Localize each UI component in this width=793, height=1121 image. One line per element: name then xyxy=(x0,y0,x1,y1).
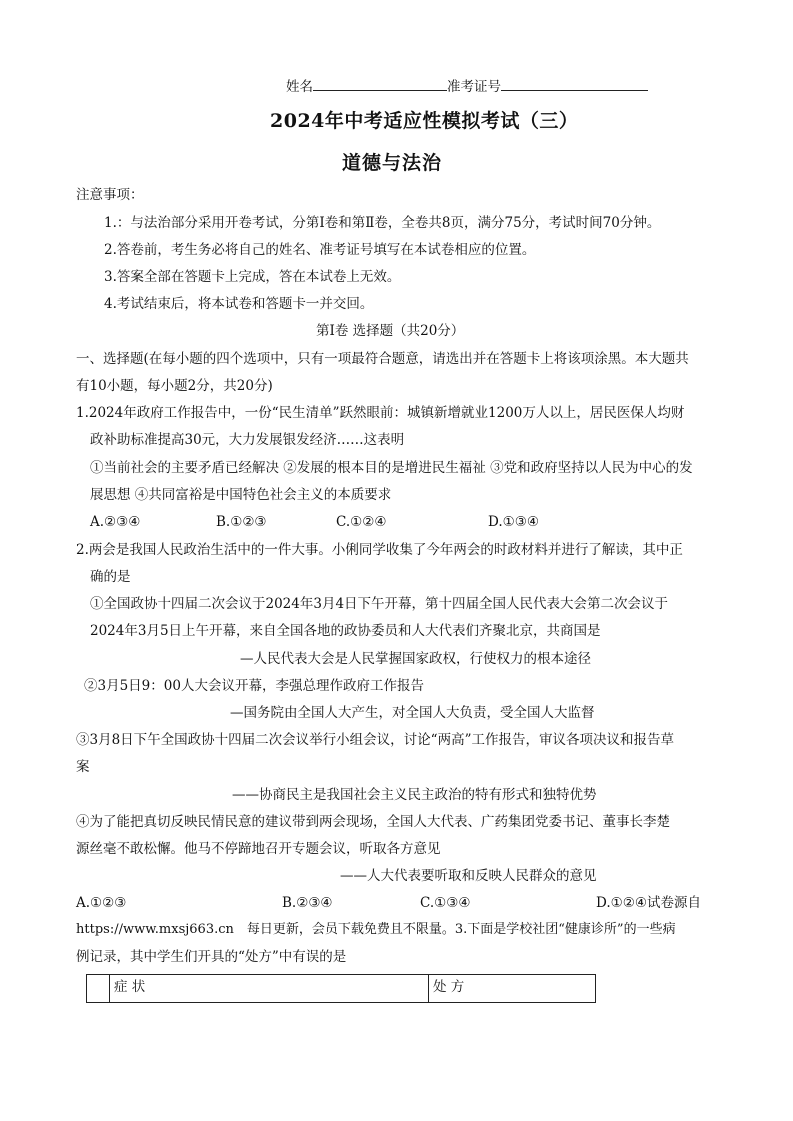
note-item: 4.考试结束后，将本试卷和答题卡一并交回。 xyxy=(104,296,374,312)
q2-material-2: ②3月5日9：00人大会议开幕，李强总理作政府工作报告 xyxy=(84,678,424,694)
prescription-header: 处 方 xyxy=(429,975,596,1003)
id-label: 准考证号 xyxy=(447,79,501,95)
q2-note-3: ——协商民主是我国社会主义民主政治的特有形式和独特优势 xyxy=(232,787,597,803)
q1-stem-cont: 政补助标准提高30元，大力发展银发经济……这表明 xyxy=(90,432,405,448)
q2-tail: https://www.mxsj663.cn 每日更新，会员下载免费且不限量。3.下面是学校社团“健康诊所”的一些病 xyxy=(76,922,676,937)
symptom-header: 症 状 xyxy=(110,975,429,1003)
table-index-cell xyxy=(87,975,110,1003)
q1-choice-b[interactable]: B.①②③ xyxy=(216,514,267,530)
name-blank[interactable] xyxy=(313,76,447,91)
q2-note-2: —国务院由全国人大产生，对全国人大负责，受全国人大监督 xyxy=(230,705,595,721)
q2-choice-b[interactable]: B.②③④ xyxy=(282,895,333,911)
q2-material-1-cont: 2024年3月5日上午开幕，来自全国各地的政协委员和人大代表们齐聚北京，共商国是 xyxy=(90,623,601,639)
q2-stem: 2.两会是我国人民政治生活中的一件大事。小俐同学收集了今年两会的时政材料并进行了解读，其中正 xyxy=(76,542,683,558)
q2-note-1: —人民代表大会是人民掌握国家政权，行使权力的根本途径 xyxy=(240,651,591,667)
symptom-table xyxy=(86,974,596,1003)
q2-note-4: ——人大代表要听取和反映人民群众的意见 xyxy=(340,868,597,884)
q2-choice-c[interactable]: C.①③④ xyxy=(420,895,471,911)
q2-stem-cont: 确的是 xyxy=(90,569,131,585)
q3-stem-cont: 例记录，其中学生们开具的“处方”中有误的是 xyxy=(76,949,347,965)
q1-options: ①当前社会的主要矛盾已经解决 ②发展的根本目的是增进民生福祉 ③党和政府坚持以人民为中心的发 xyxy=(90,460,693,476)
q1-choice-d[interactable]: D.①③④ xyxy=(488,514,539,530)
notes-heading: 注意事项： xyxy=(76,187,144,203)
q2-material-4-cont: 源丝毫不敢松懈。他马不停蹄地召开专题会议，听取各方意见 xyxy=(76,841,441,857)
table-row xyxy=(87,975,596,1003)
q2-material-3-cont: 案 xyxy=(76,759,90,775)
name-label: 姓名 xyxy=(286,79,313,95)
q1-stem: 1.2024年政府工作报告中，一份“民生清单”跃然眼前：城镇新增就业1200万人以上，居民医保人均财 xyxy=(76,405,685,421)
section-intro-cont: 有10小题，每小题2分，共20分) xyxy=(76,378,273,394)
note-item: 1.：与法治部分采用开卷考试，分第Ⅰ卷和第Ⅱ卷，全卷共8页，满分75分，考试时间70分钟。 xyxy=(104,215,661,231)
note-item: 2.答卷前，考生务必将自己的姓名、准考证号填写在本试卷相应的位置。 xyxy=(104,242,536,258)
exam-title: 2024年中考适应性模拟考试（三） xyxy=(270,110,579,132)
q2-material-4: ④为了能把真切反映民情民意的建议带到两会现场，全国人大代表、广药集团党委书记、董事长李楚 xyxy=(76,814,670,830)
name-field xyxy=(286,76,648,96)
section-heading: 第Ⅰ卷 选择题（共20分） xyxy=(316,323,465,339)
q1-options-cont: 展思想 ④共同富裕是中国特色社会主义的本质要求 xyxy=(90,487,392,503)
id-blank[interactable] xyxy=(501,76,648,91)
q1-choice-c[interactable]: C.①②④ xyxy=(336,514,387,530)
q2-material-1: ①全国政协十四届二次会议于2024年3月4日下午开幕，第十四届全国人民代表大会第二次会议于 xyxy=(90,596,669,612)
q2-material-3: ③3月8日下午全国政协十四届二次会议举行小组会议，讨论“两高”工作报告，审议各项决议和报告草 xyxy=(76,732,674,748)
section-intro: 一、选择题(在每小题的四个选项中，只有一项最符合题意，请选出并在答题卡上将该项涂黑。本大题共 xyxy=(76,351,689,367)
q1-choice-a[interactable]: A.②③④ xyxy=(90,514,141,530)
subject-title: 道德与法治 xyxy=(342,152,443,174)
q2-choice-d[interactable]: D.①②④试卷源自 xyxy=(596,895,701,911)
note-item: 3.答案全部在答题卡上完成，答在本试卷上无效。 xyxy=(104,269,401,285)
q2-choice-a[interactable]: A.①②③ xyxy=(76,895,127,911)
